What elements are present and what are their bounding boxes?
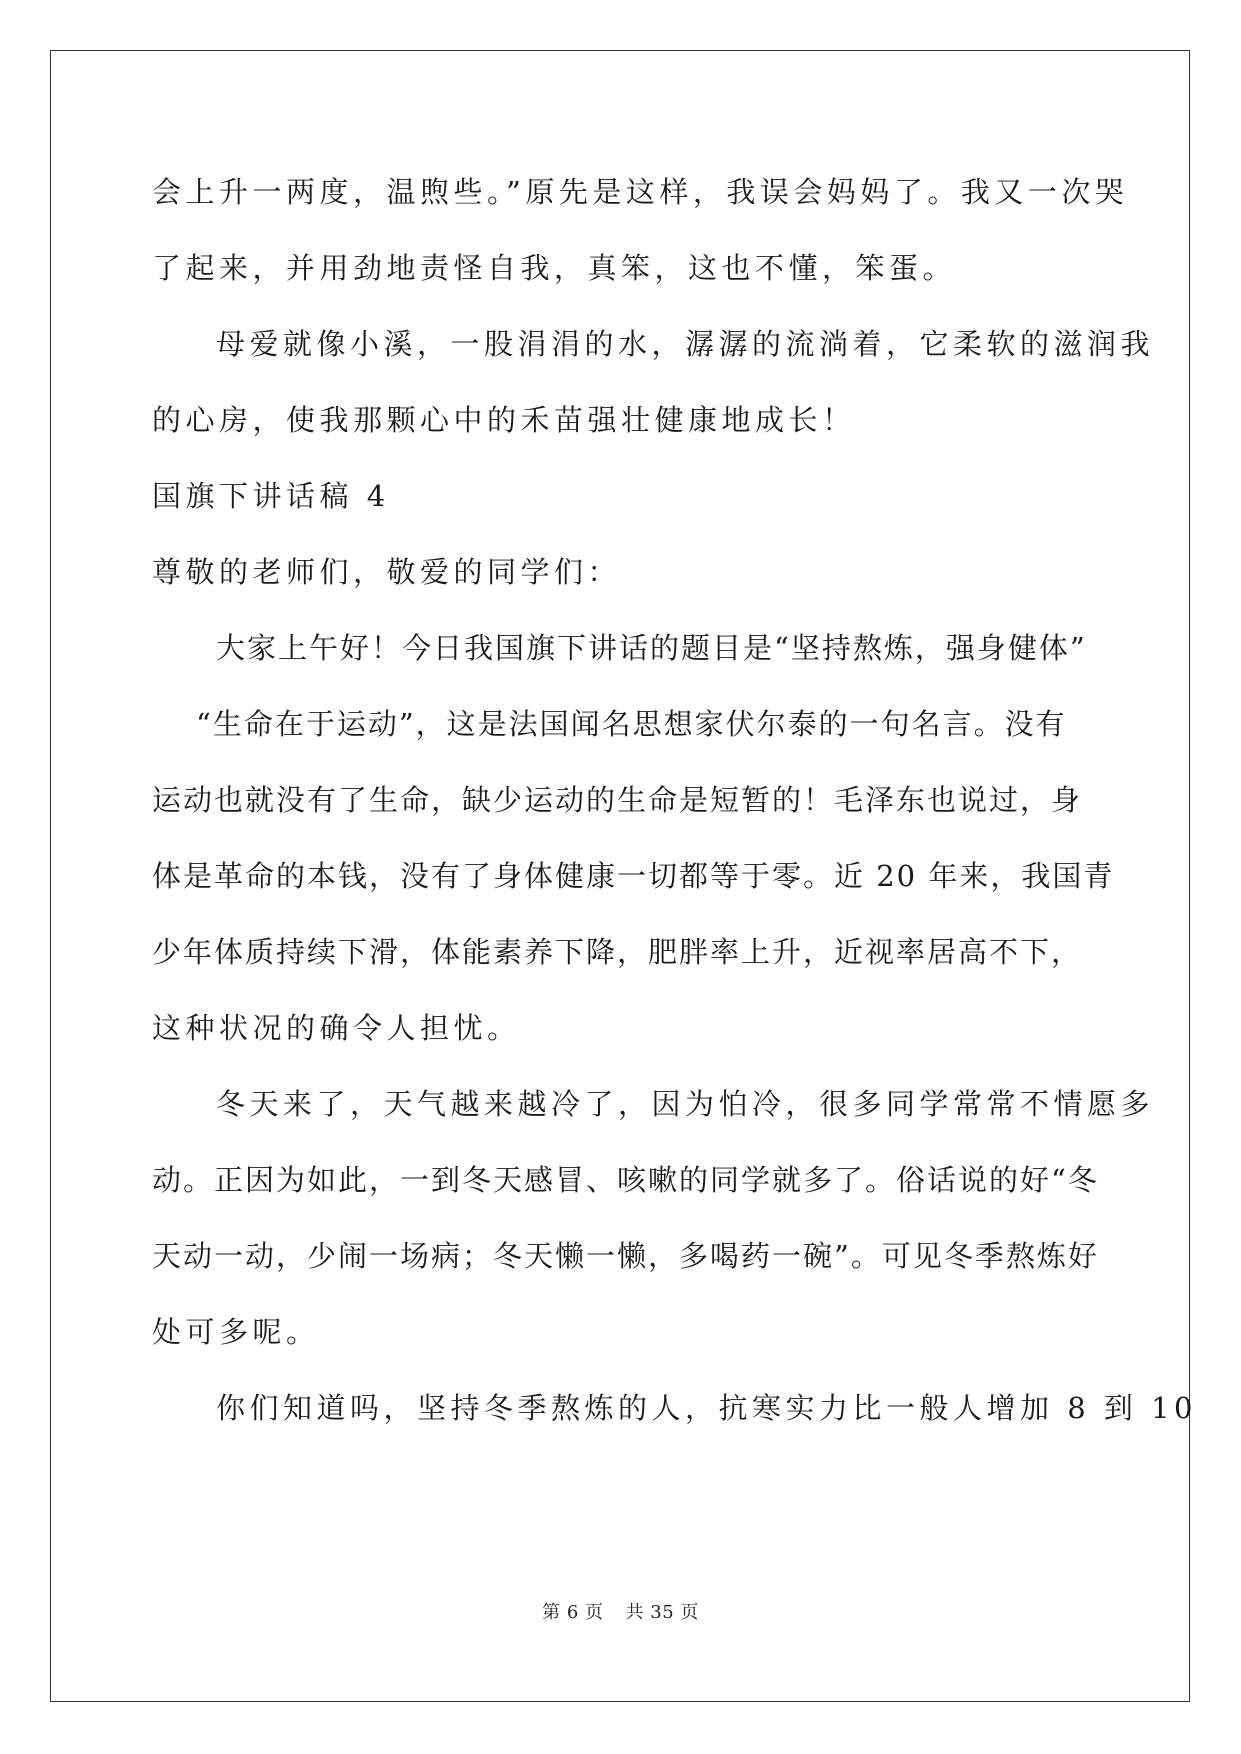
body-line: 处可多呢。 [152, 1315, 320, 1349]
body-line: 天动一动，少闹一场病；冬天懒一懒，多喝药一碗”。可见冬季熬炼好 [152, 1239, 1099, 1273]
body-line: 的心房，使我那颗心中的禾苗强壮健康地成长！ [152, 403, 856, 437]
section-heading: 国旗下讲话稿 4 [152, 479, 390, 513]
body-line: 动。正因为如此，一到冬天感冒、咳嗽的同学就多了。俗话说的好“冬 [152, 1163, 1099, 1197]
body-line: 这种状况的确令人担忧。 [152, 1011, 521, 1045]
page-total: 共 35 页 [625, 1602, 699, 1623]
page-footer [0, 1598, 1241, 1624]
paragraph-start-line: “生命在于运动”，这是法国闻名思想家伏尔泰的一句名言。没有 [196, 707, 1067, 741]
body-line: 运动也就没有了生命，缺少运动的生命是短暂的！毛泽东也说过，身 [152, 783, 1083, 817]
paragraph-start-line: 大家上午好！今日我国旗下讲话的题目是“坚持熬炼，强身健体” [216, 631, 1087, 665]
salutation-line: 尊敬的老师们，敬爱的同学们： [152, 555, 622, 589]
document-body [152, 154, 1198, 1446]
body-line: 会上升一两度，温煦些。”原先是这样，我误会妈妈了。我又一次哭 [152, 175, 1129, 209]
body-line: 少年体质持续下滑，体能素养下降，肥胖率上升，近视率居高不下， [152, 935, 1083, 969]
paragraph-start-line: 冬天来了，天气越来越冷了，因为怕冷，很多同学常常不情愿多 [216, 1087, 1155, 1121]
body-line: 了起来，并用劲地责怪自我，真笨，这也不懂，笨蛋。 [152, 251, 957, 285]
paragraph-start-line: 你们知道吗，坚持冬季熬炼的人，抗寒实力比一般人增加 8 到 10 [216, 1391, 1198, 1425]
body-line: 体是革命的本钱，没有了身体健康一切都等于零。近 20 年来，我国青 [152, 859, 1115, 893]
page-number: 第 6 页 [542, 1602, 604, 1623]
paragraph-start-line: 母爱就像小溪，一股涓涓的水，潺潺的流淌着，它柔软的滋润我 [216, 327, 1155, 361]
